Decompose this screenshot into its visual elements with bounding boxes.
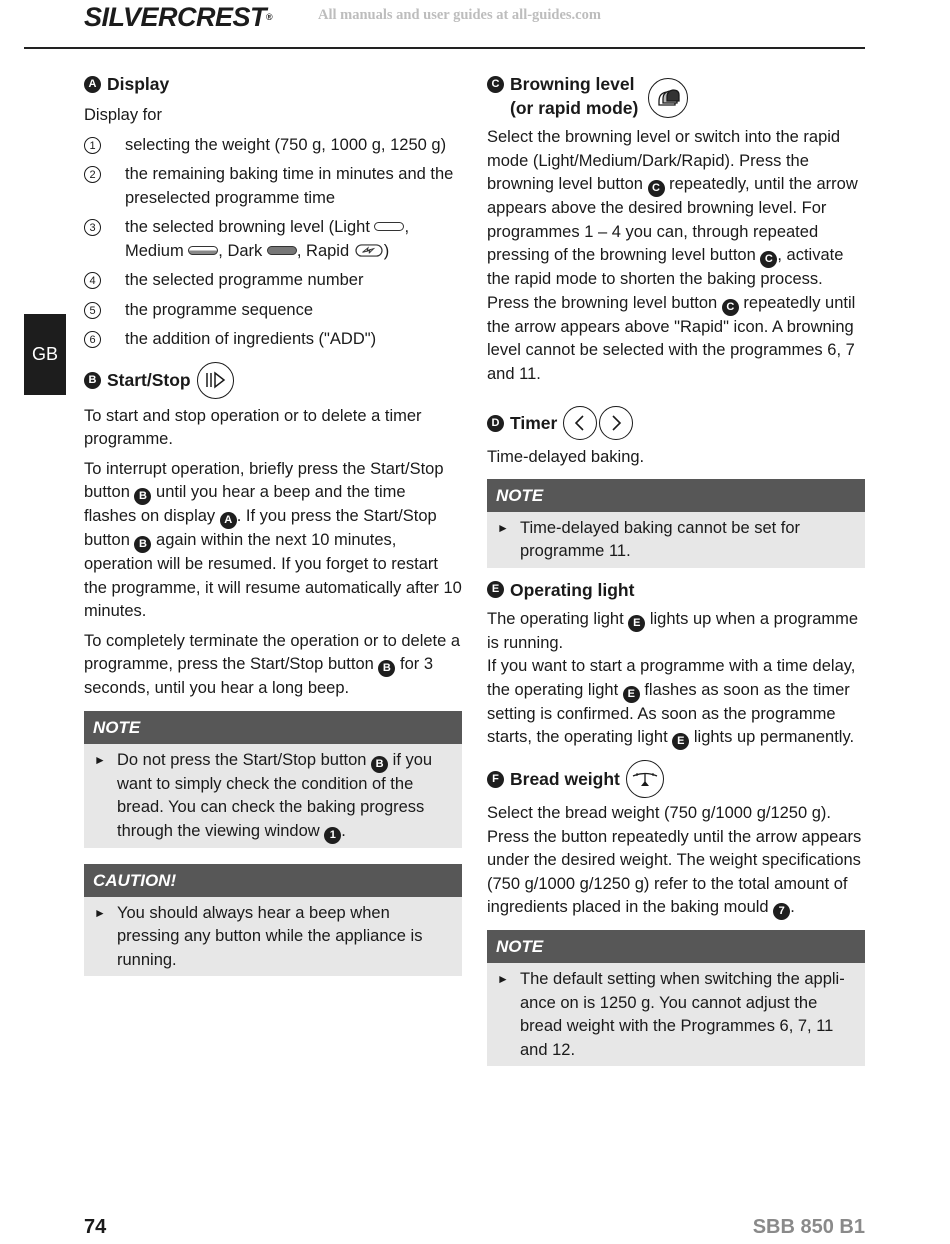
note-heading: NOTE [487, 479, 865, 512]
caution-body [84, 897, 462, 977]
chevron-left-icon [563, 406, 597, 440]
text: You should always hear a beep when pressing any button while the appliance is running. [117, 903, 423, 969]
timer-note-box [487, 479, 865, 568]
item-number: 6 [84, 331, 101, 348]
weight-text [487, 802, 865, 920]
text: Time-delayed baking cannot be set for programme 11. [520, 518, 801, 560]
text: lights up when a programme is running. [487, 609, 859, 652]
letter-badge: A [84, 76, 101, 93]
text: if you want to simply check the condition of the bread. You can check the baking progress through the viewing window [117, 750, 433, 840]
letter-badge: E [628, 615, 645, 632]
text: To completely terminate the operation or to delete a programme, press the Start/Stop button [84, 631, 461, 673]
letter-badge: B [134, 536, 151, 553]
text: . [341, 821, 346, 840]
dark-browning-icon [267, 246, 297, 255]
list-item [84, 328, 462, 352]
brand-logo [84, 2, 273, 32]
letter-badge: B [84, 372, 101, 389]
brand-name: SILVERCREST [84, 2, 267, 32]
list-item [84, 216, 462, 263]
letter-badge: C [648, 180, 665, 197]
browning-text [487, 126, 865, 386]
item-number: 3 [84, 219, 101, 236]
chevron-right-icon [599, 406, 633, 440]
light-browning-icon [374, 222, 404, 231]
caution-box [84, 864, 462, 977]
display-list [84, 134, 462, 352]
text: repeatedly, until the arrow appears above the desired browning level. For programmes 1 – 4 you can, through repeated pressing of the browning level button [487, 175, 858, 264]
text: . If you press the Start/Stop button [84, 507, 437, 549]
model-number: SBB 850 B1 [752, 1216, 865, 1238]
number-badge: 1 [324, 827, 341, 844]
item-text: the remaining baking time in minutes and the preselected programme time [125, 165, 454, 207]
item-text: the addition of ingredients ("ADD") [125, 330, 377, 348]
note-body [84, 744, 462, 848]
timer-heading [487, 406, 865, 440]
letter-badge: C [487, 76, 504, 93]
display-title: Display [107, 74, 170, 94]
scale-icon [626, 760, 664, 798]
item-number: 4 [84, 272, 101, 289]
item-text: ) [383, 241, 390, 260]
letter-badge: B [378, 660, 395, 677]
startstop-p1: To start and stop operation or to delete a timer programme. [84, 406, 422, 448]
bullet-arrow-icon: ► [497, 972, 509, 986]
text: flashes as soon as the timer setting is confirmed. As soon as the programme starts, the operating light [487, 680, 850, 746]
startstop-p3 [84, 630, 462, 701]
bullet-arrow-icon: ► [94, 752, 106, 767]
number-badge: 7 [773, 903, 790, 920]
text: for 3 seconds, until you hear a long beep. [84, 655, 434, 697]
weight-title: Bread weight [510, 769, 620, 789]
timer-title: Timer [510, 413, 558, 433]
letter-badge: C [722, 299, 739, 316]
startstop-heading [84, 362, 462, 399]
letter-badge: C [760, 251, 777, 268]
text: Select the bread weight (750 g/1000 g/1250 g). Press the button repeatedly until the arrow appears under the desired weight. The weight specifications (750 g/1000 g/1250 g) refer to the total amount of ingredients placed in the baking mould [487, 804, 862, 916]
language-tab: GB [24, 314, 66, 395]
timer-icons [563, 406, 633, 440]
letter-badge: D [487, 415, 504, 432]
right-column [487, 72, 865, 1066]
timer-text: Time-delayed baking. [487, 448, 645, 466]
bread-slices-icon [648, 78, 688, 118]
letter-badge: A [220, 512, 237, 529]
text: Select the browning level or switch into the rapid mode (Light/Medium/Dark/Rapid). Press the browning level button [487, 128, 841, 193]
item-text: , Medium [125, 218, 410, 260]
item-text: , Rapid [296, 241, 354, 260]
text: If you want to start a programme with a time delay, the operating light [487, 657, 856, 699]
item-text: the selected programme number [125, 271, 364, 289]
light-text [487, 608, 865, 751]
caution-heading: CAUTION! [84, 864, 462, 897]
text: , activate the rapid mode to shorten the baking process. Press the browning level button [487, 246, 844, 312]
item-text: the selected browning level (Light [125, 218, 375, 236]
note-body [487, 512, 865, 568]
item-number: 5 [84, 302, 101, 319]
display-intro: Display for [84, 106, 162, 124]
note-heading: NOTE [487, 930, 865, 963]
note-body [487, 963, 865, 1066]
note-heading: NOTE [84, 711, 462, 744]
registered-mark: ® [266, 12, 273, 22]
weight-heading [487, 760, 865, 798]
text: The operating light [487, 609, 629, 628]
text: To interrupt operation, briefly press the Start/Stop button [84, 459, 444, 501]
bullet-arrow-icon: ► [497, 520, 509, 535]
watermark: All manuals and user guides at all-guides.com [318, 7, 601, 23]
bullet-arrow-icon: ► [94, 905, 106, 920]
title-line: (or rapid mode) [510, 98, 639, 118]
display-heading [84, 72, 462, 96]
item-text: , Dark [218, 241, 267, 260]
text: repeatedly until the arrow appears above "Rapid" icon. A browning level cannot be selected with the programmes 6, 7 and 11. [487, 293, 856, 383]
header-rule [24, 47, 865, 49]
list-item [84, 269, 462, 293]
startstop-p2 [84, 458, 462, 624]
letter-badge: E [623, 686, 640, 703]
item-number: 2 [84, 166, 101, 183]
page-number: 74 [84, 1216, 107, 1238]
light-heading [487, 578, 865, 602]
text: Do not press the Start/Stop button [117, 750, 372, 769]
letter-badge: B [134, 488, 151, 505]
list-item [84, 134, 462, 158]
browning-heading [487, 72, 865, 120]
item-number: 1 [84, 137, 101, 154]
browning-title [510, 72, 638, 120]
rapid-mode-icon [354, 244, 384, 257]
list-item [84, 299, 462, 323]
item-text: selecting the weight (750 g, 1000 g, 1250 g) [125, 135, 447, 154]
left-column [84, 72, 462, 976]
list-item [84, 163, 462, 210]
weight-note-box [487, 930, 865, 1066]
play-pause-icon [197, 362, 234, 399]
letter-badge: E [487, 581, 504, 598]
letter-badge: F [487, 771, 504, 788]
note-box [84, 711, 462, 848]
title-line: Browning level [510, 74, 635, 94]
text: lights up permanently. [689, 728, 855, 746]
text: The default setting when switching the appli-ance on is 1250 g. You cannot adjust the bread weight with the Programmes 6, 7, 11 and 12. [520, 970, 845, 1059]
text: until you hear a beep and the time flashes on display [84, 483, 406, 525]
light-title: Operating light [510, 579, 635, 600]
text: . [790, 898, 795, 916]
letter-badge: B [371, 756, 388, 773]
letter-badge: E [672, 733, 689, 750]
startstop-title: Start/Stop [107, 370, 191, 390]
medium-browning-icon [188, 246, 218, 255]
text: again within the next 10 minutes, operation will be resumed. If you forget to restart the programme, it will resume automatically after 10 minutes. [84, 531, 462, 620]
item-text: the programme sequence [125, 300, 314, 319]
